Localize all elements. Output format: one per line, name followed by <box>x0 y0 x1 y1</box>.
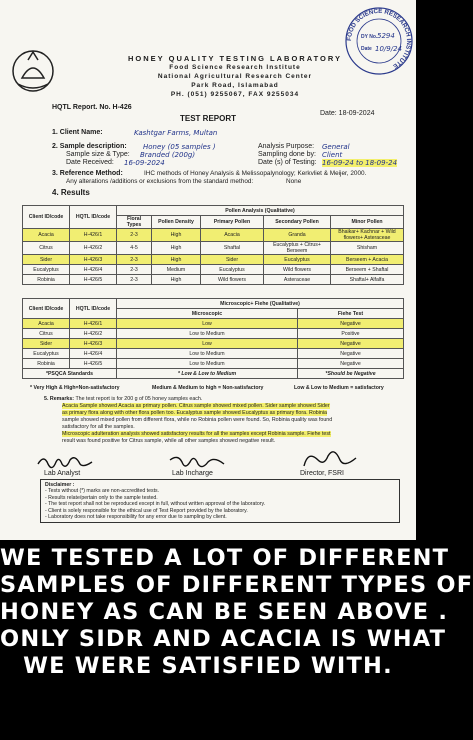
incharge-label: Lab Incharge <box>172 470 213 477</box>
micro-cell-client: Eucalyptus <box>23 349 70 359</box>
caption-text <box>0 545 473 680</box>
disclaimer-item: The test report shall not be reproduced except in full, without written approval of the laboratory. <box>48 501 266 508</box>
testing-label: Date (s) of Testing: <box>258 159 317 166</box>
micro-cell-hqtl: H-426/5 <box>70 359 117 369</box>
pollen-cell-hqtl: H-426/5 <box>70 275 117 285</box>
pollen-cell-hqtl: H-426/2 <box>70 242 117 255</box>
disclaimer-item: Laboratory does not take responsibility for any error due to sampling by client. <box>48 514 227 521</box>
microscopic-fiehe-table <box>22 298 404 379</box>
legend-c: Low & Low to Medium = satisfactory <box>294 385 384 391</box>
disclaimer-item: Client is solely responsible for the ethical use of Test Report provided by the laboratory. <box>48 507 248 514</box>
caption-line-2: SAMPLES OF DIFFERENT TYPES OF <box>0 572 473 598</box>
disclaimer-box: Disclaimer : - Tests without (*) marks are non-accredited tests. - Results relate/pertain only to the sample tested. - The test report shall not be reproduced except in full, without written approval of the laboratory. - Client is solely responsible for the ethical use of Test Report provided by the laboratory. - Laboratory does not take responsibility for any error due to sampling by client. <box>40 479 400 523</box>
alteration-value: None <box>286 178 302 185</box>
pollen-header-client: Client ID/code <box>23 206 70 229</box>
date-received-value: 16-09-2024 <box>124 159 165 167</box>
purpose-label: Analysis Purpose: <box>258 143 315 150</box>
pollen-cell-density: High <box>152 242 201 255</box>
micro-row <box>23 339 404 349</box>
center-name: National Agricultural Research Center <box>157 73 313 80</box>
pollen-row <box>23 255 404 265</box>
sampling-value: Client <box>322 151 343 159</box>
pollen-header-density: Pollen Density <box>152 216 201 229</box>
remarks-line-4: sample showed mixed pollen from different flora, while no Robinia pollen were found. So, Robinia quality was found <box>62 417 333 423</box>
disclaimer-title: Disclaimer : <box>45 482 75 488</box>
disclaimer-item: Tests without (*) marks are non-accredited tests. <box>48 488 160 495</box>
pollen-analysis-table <box>22 205 404 285</box>
micro-row <box>23 319 404 329</box>
pollen-row <box>23 242 404 255</box>
pollen-cell-primary: Sider <box>201 255 264 265</box>
remarks-line-2: Acacia Sample showed Acacia as primary pollen. Citrus sample showed mixed pollen. Sider sample showed Sider <box>62 403 330 409</box>
date-received-label: Date Received: <box>66 159 114 166</box>
alteration-text: Any alterations /additions or exclusions from the standard method: <box>66 178 254 185</box>
micro-footer-standard-micro: * Low & Low to Medium <box>117 369 298 379</box>
stamp-dy-number: 5294 <box>377 32 395 40</box>
pollen-cell-client: Eucalyptus <box>23 265 70 275</box>
caption-line-1: WE TESTED A LOT OF DIFFERENT <box>0 545 450 571</box>
pollen-cell-minor: Berseem + Shaftal <box>331 265 404 275</box>
remarks-label: 5. Remarks: <box>44 396 75 402</box>
report-title: TEST REPORT <box>180 114 237 123</box>
pollen-cell-density: Medium <box>152 265 201 275</box>
pollen-header-primary: Primary Pollen <box>201 216 264 229</box>
pollen-cell-density: High <box>152 275 201 285</box>
micro-cell-hqtl: H-426/4 <box>70 349 117 359</box>
micro-footer-standard-fiehe: *Should be Negative <box>298 369 404 379</box>
pollen-cell-minor: Shaftal+ Alfalfa <box>331 275 404 285</box>
method-value: IHC methods of Honey Analysis & Melissopalynology; Kerkvliet & Meijer, 2000. <box>144 170 367 177</box>
micro-cell-fiehe: Negative <box>298 359 404 369</box>
pollen-cell-floral: 4-5 <box>117 242 152 255</box>
micro-cell-micro: Low to Medium <box>117 329 298 339</box>
results-label: 4. Results <box>52 188 90 197</box>
remarks-block <box>44 396 404 445</box>
micro-cell-micro: Low to Medium <box>117 359 298 369</box>
sample-desc-value: Honey (05 samples ) <box>143 143 216 151</box>
legend-a: * Very High & High=Non-satisfactory <box>30 385 120 391</box>
institute-name: Food Science Research Institute <box>169 64 301 71</box>
pollen-cell-hqtl: H-426/4 <box>70 265 117 275</box>
sample-desc-label: 2. Sample description: <box>52 143 127 150</box>
micro-cell-hqtl: H-426/1 <box>70 319 117 329</box>
director-label: Director, FSRI <box>300 470 344 477</box>
micro-cell-client: Acacia <box>23 319 70 329</box>
pollen-cell-client: Citrus <box>23 242 70 255</box>
method-label: 3. Reference Method: <box>52 170 123 177</box>
micro-row <box>23 329 404 339</box>
pollen-cell-primary: Wild flowers <box>201 275 264 285</box>
stamp-dy-label: DY No. <box>361 34 378 40</box>
pollen-cell-floral: 2-3 <box>117 255 152 265</box>
pollen-row <box>23 265 404 275</box>
pollen-cell-floral: 2-3 <box>117 275 152 285</box>
client-label: 1. Client Name: <box>52 129 103 136</box>
micro-cell-hqtl: H-426/2 <box>70 329 117 339</box>
remarks-line-1: The test report is for 200 g of 05 honey samples each. <box>75 396 203 402</box>
remarks-line-7: result was found positive for Citrus sample, while all other samples showed negative result. <box>62 438 276 444</box>
caption-line-5: WE WERE SATISFIED WITH. <box>23 653 393 679</box>
pollen-cell-secondary: Eucalyptus + Citrus+ Berseem <box>264 242 331 255</box>
caption-line-3: HONEY AS CAN BE SEEN ABOVE . <box>0 599 449 625</box>
pollen-header-minor: Minor Pollen <box>331 216 404 229</box>
size-type-value: Branded (200g) <box>140 151 196 159</box>
micro-footer-standards: *PSQCA Standards <box>23 369 117 379</box>
phone-fax: PH. (051) 9255067, FAX 9255034 <box>170 91 300 98</box>
stamp-date-label: Date <box>361 46 372 52</box>
pollen-cell-floral: 2-3 <box>117 229 152 242</box>
pollen-cell-hqtl: H-426/3 <box>70 255 117 265</box>
pollen-cell-floral: 2-3 <box>117 265 152 275</box>
pollen-cell-secondary: Asteraceae <box>264 275 331 285</box>
micro-header-microscopic: Microscopic <box>117 309 298 319</box>
micro-cell-micro: Low to Medium <box>117 349 298 359</box>
micro-cell-client: Robinia <box>23 359 70 369</box>
director-signature <box>300 448 360 470</box>
micro-cell-client: Citrus <box>23 329 70 339</box>
pollen-cell-client: Robinia <box>23 275 70 285</box>
pollen-cell-primary: Shaftal <box>201 242 264 255</box>
micro-header-client: Client ID/code <box>23 299 70 319</box>
pollen-cell-density: High <box>152 255 201 265</box>
pollen-header-hqtl: HQTL ID/code <box>70 206 117 229</box>
pollen-cell-minor: Berseem + Acacia <box>331 255 404 265</box>
stamp-ring-text: FOOD SCIENCE RESEARCH INSTITUTE <box>345 7 413 70</box>
testing-value: 16-09-24 to 18-09-24 <box>322 159 398 167</box>
receipt-stamp <box>344 6 414 76</box>
pollen-cell-client: Acacia <box>23 229 70 242</box>
pollen-cell-client: Sider <box>23 255 70 265</box>
purpose-value: General <box>322 143 350 151</box>
micro-cell-fiehe: Negative <box>298 319 404 329</box>
pollen-cell-primary: Acacia <box>201 229 264 242</box>
pollen-cell-density: High <box>152 229 201 242</box>
micro-cell-micro: Low <box>117 319 298 329</box>
analyst-signature <box>36 452 96 470</box>
client-value: Kashtgar Farms, Multan <box>134 129 218 137</box>
incharge-signature <box>168 452 228 470</box>
pollen-row <box>23 229 404 242</box>
micro-header-hqtl: HQTL ID/code <box>70 299 117 319</box>
micro-row <box>23 359 404 369</box>
pollen-header-secondary: Secondary Pollen <box>264 216 331 229</box>
pollen-row <box>23 275 404 285</box>
stamp-date-value: 10/9/24 <box>375 45 402 53</box>
pollen-cell-primary: Eucalyptus <box>201 265 264 275</box>
pollen-cell-hqtl: H-426/1 <box>70 229 117 242</box>
address: Park Road, Islamabad <box>191 82 279 89</box>
micro-cell-fiehe: Positive <box>298 329 404 339</box>
analyst-label: Lab Analyst <box>44 470 81 477</box>
pollen-group-header: Pollen Analysis (Qualitative) <box>117 206 404 216</box>
micro-cell-hqtl: H-426/3 <box>70 339 117 349</box>
remarks-line-6: Microscopic adulteration analysis showed satisfactory results for all the samples except Robinia sample. Fiehe test <box>62 431 331 437</box>
report-number: HQTL Report. No. H-426 <box>52 104 132 111</box>
micro-cell-micro: Low <box>117 339 298 349</box>
legend-b: Medium & Medium to high = Non-satisfactory <box>152 385 264 391</box>
micro-group-header: Microscopic+ Fiehe (Qualitative) <box>117 299 404 309</box>
lab-name: HONEY QUALITY TESTING LABORATORY <box>127 54 342 63</box>
remarks-line-3: as primary flora along with other flora pollen too. Eucalyptus sample showed Eucalyptus as primary flora. Robinia <box>62 410 327 416</box>
report-date: Date: 18-09-2024 <box>320 110 375 117</box>
micro-cell-fiehe: Negative <box>298 339 404 349</box>
pollen-cell-secondary: Eucalyptus <box>264 255 331 265</box>
remarks-line-5: satisfactory for all the samples. <box>62 424 135 430</box>
pollen-cell-secondary: Wild flowers <box>264 265 331 275</box>
pollen-cell-minor: Bhaikar+ Kachnar + Wild flowers+ Asteraceae <box>331 229 404 242</box>
pollen-cell-secondary: Granda <box>264 229 331 242</box>
government-crest-logo <box>8 44 58 94</box>
sampling-label: Sampling done by: <box>258 151 316 158</box>
pollen-cell-minor: Shisham <box>331 242 404 255</box>
micro-cell-client: Sider <box>23 339 70 349</box>
micro-cell-fiehe: Negative <box>298 349 404 359</box>
disclaimer-item: Results relate/pertain only to the sample tested. <box>48 494 158 501</box>
pollen-header-floral: Floral Types <box>117 216 152 229</box>
caption-line-4: ONLY SIDR AND ACACIA IS WHAT <box>0 626 447 652</box>
micro-header-fiehe: Fiehe Test <box>298 309 404 319</box>
size-type-label: Sample size & Type: <box>66 151 130 158</box>
micro-row <box>23 349 404 359</box>
